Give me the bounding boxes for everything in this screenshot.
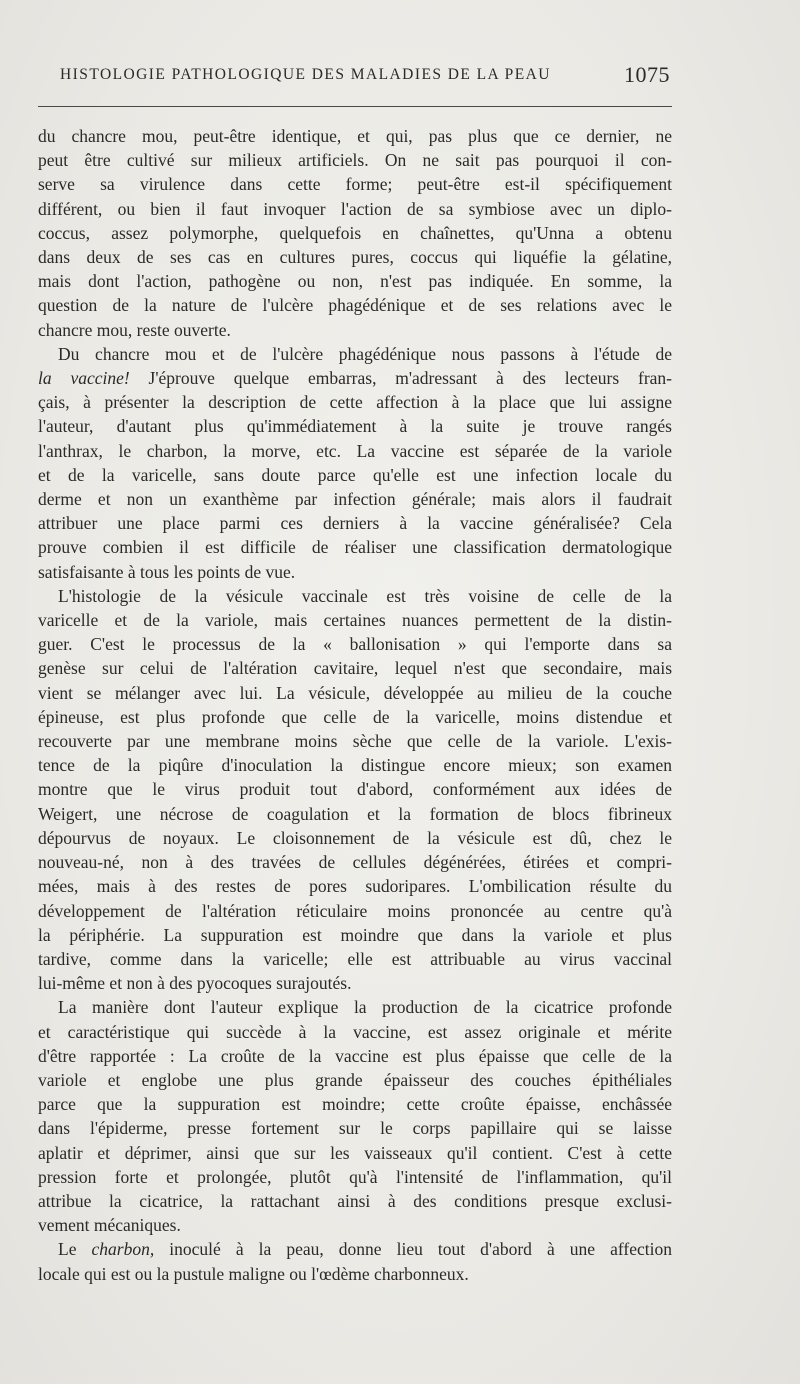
text-line: l'anthrax, le charbon, la morve, etc. La vaccine est séparée de la variole bbox=[38, 440, 672, 461]
paragraph-1 bbox=[38, 124, 672, 342]
text-run: inoculé à la peau, donne lieu tout d'abord à une affection bbox=[154, 1239, 672, 1260]
text-line: La manière dont l'auteur explique la production de la cicatrice profonde bbox=[58, 997, 672, 1018]
page-number: 1075 bbox=[624, 62, 670, 87]
text-line: dans l'épiderme, presse fortement sur le corps papillaire qui se laisse bbox=[38, 1118, 672, 1139]
text-line: locale qui est ou la pustule maligne ou l'œdème charbonneux. bbox=[38, 1263, 469, 1284]
text-line: varicelle et de la variole, mais certaines nuances permettent de la distin- bbox=[38, 610, 672, 631]
italic-term-charbon: charbon, bbox=[91, 1239, 155, 1260]
header-rule bbox=[38, 106, 672, 107]
paragraph-4 bbox=[38, 995, 672, 1237]
text-line: Du chancre mou et de l'ulcère phagédénique nous passons à l'étude de bbox=[58, 343, 672, 364]
paragraph-2 bbox=[38, 342, 672, 584]
running-title: HISTOLOGIE PATHOLOGIQUE DES MALADIES DE LA PEAU bbox=[60, 66, 551, 83]
text-line: pression forte et prolongée, plutôt qu'à l'intensité de l'inflammation, qu'il bbox=[38, 1166, 672, 1187]
text-line: d'être rapportée : La croûte de la vaccine est plus épaisse que celle de la bbox=[38, 1045, 672, 1066]
text-line: mées, mais à des restes de pores sudoripares. L'ombilication résulte du bbox=[38, 876, 672, 897]
body-text bbox=[38, 124, 672, 1286]
text-line: chancre mou, reste ouverte. bbox=[38, 319, 231, 340]
text-line: recouverte par une membrane moins sèche que celle de la variole. L'exis- bbox=[38, 731, 672, 752]
text-line: L'histologie de la vésicule vaccinale est très voisine de celle de la bbox=[58, 585, 672, 606]
text-line bbox=[38, 1237, 672, 1261]
text-line: variole et englobe une plus grande épaisseur des couches épithéliales bbox=[38, 1069, 672, 1090]
text-line: nouveau-né, non à des travées de cellules dégénérées, étirées et compri- bbox=[38, 852, 672, 873]
text-line: mais dont l'action, pathogène ou non, n'est pas indiquée. En somme, la bbox=[38, 271, 672, 292]
text-line: prouve combien il est difficile de réaliser une classification dermatologique bbox=[38, 537, 672, 558]
text-line: serve sa virulence dans cette forme; peut-être est-il spécifiquement bbox=[38, 174, 672, 195]
text-line: vement mécaniques. bbox=[38, 1215, 181, 1236]
text-line: coccus, assez polymorphe, quelquefois en chaînettes, qu'Unna a obtenu bbox=[38, 222, 672, 243]
text-line: guer. C'est le processus de la « ballonisation » qui l'emporte dans sa bbox=[38, 634, 672, 655]
text-run: J'éprouve quelque embarras, m'adressant à des lecteurs fran- bbox=[129, 368, 672, 389]
text-line: Weigert, une nécrose de coagulation et la formation de blocs fibrineux bbox=[38, 803, 672, 824]
text-line: montre que le virus produit tout d'abord, conformément aux idées de bbox=[38, 779, 672, 800]
text-line: et caractéristique qui succède à la vaccine, est assez originale et mérite bbox=[38, 1021, 672, 1042]
text-line: vient se mélanger avec lui. La vésicule, développée au milieu de la couche bbox=[38, 682, 672, 703]
text-line: dépourvus de noyaux. Le cloisonnement de la vésicule est dû, chez le bbox=[38, 827, 672, 848]
text-line: l'auteur, d'autant plus qu'immédiatement à la suite je trouve rangés bbox=[38, 416, 672, 437]
text-line: çais, à présenter la description de cette affection à la place que lui assigne bbox=[38, 392, 672, 413]
text-line: dans deux de ses cas en cultures pures, coccus qui liquéfie la gélatine, bbox=[38, 247, 672, 268]
text-line: aplatir et déprimer, ainsi que sur les vaisseaux qu'il contient. C'est à cette bbox=[38, 1142, 672, 1163]
text-line: genèse sur celui de l'altération cavitaire, lequel n'est que secondaire, mais bbox=[38, 658, 672, 679]
text-line: tardive, comme dans la varicelle; elle est attribuable au virus vaccinal bbox=[38, 948, 672, 969]
text-line: développement de l'altération réticulaire moins prononcée au centre qu'à bbox=[38, 900, 672, 921]
text-line: épineuse, est plus profonde que celle de la varicelle, moins distendue et bbox=[38, 706, 672, 727]
text-line: question de la nature de l'ulcère phagédénique et de ses relations avec le bbox=[38, 295, 672, 316]
text-line: parce que la suppuration est moindre; cette croûte épaisse, enchâssée bbox=[38, 1094, 672, 1115]
text-run: Le bbox=[58, 1239, 92, 1260]
text-line: du chancre mou, peut-être identique, et qui, pas plus que ce dernier, ne bbox=[38, 126, 672, 146]
text-line: lui-même et non à des pyocoques surajoutés. bbox=[38, 973, 352, 994]
text-line bbox=[38, 366, 672, 390]
text-line: peut être cultivé sur milieux artificiels. On ne sait pas pourquoi il con- bbox=[38, 150, 672, 171]
paragraph-5 bbox=[38, 1237, 672, 1285]
text-line: tence de la piqûre d'inoculation la distingue encore mieux; son examen bbox=[38, 755, 672, 776]
italic-term-vaccine: la vaccine! bbox=[38, 368, 130, 389]
text-line: et de la varicelle, sans doute parce qu'elle est une infection locale du bbox=[38, 464, 672, 485]
running-head bbox=[60, 62, 670, 96]
text-line: derme et non un exanthème par infection générale; mais alors il faudrait bbox=[38, 489, 672, 510]
text-line: attribue la cicatrice, la rattachant ainsi à des conditions presque exclusi- bbox=[38, 1190, 672, 1211]
text-line: différent, ou bien il faut invoquer l'action de sa symbiose avec un diplo- bbox=[38, 198, 672, 219]
text-line: la périphérie. La suppuration est moindre que dans la variole et plus bbox=[38, 924, 672, 945]
text-line: satisfaisante à tous les points de vue. bbox=[38, 561, 296, 582]
text-line: attribuer une place parmi ces derniers à la vaccine généralisée? Cela bbox=[38, 513, 672, 534]
paragraph-3 bbox=[38, 584, 672, 995]
